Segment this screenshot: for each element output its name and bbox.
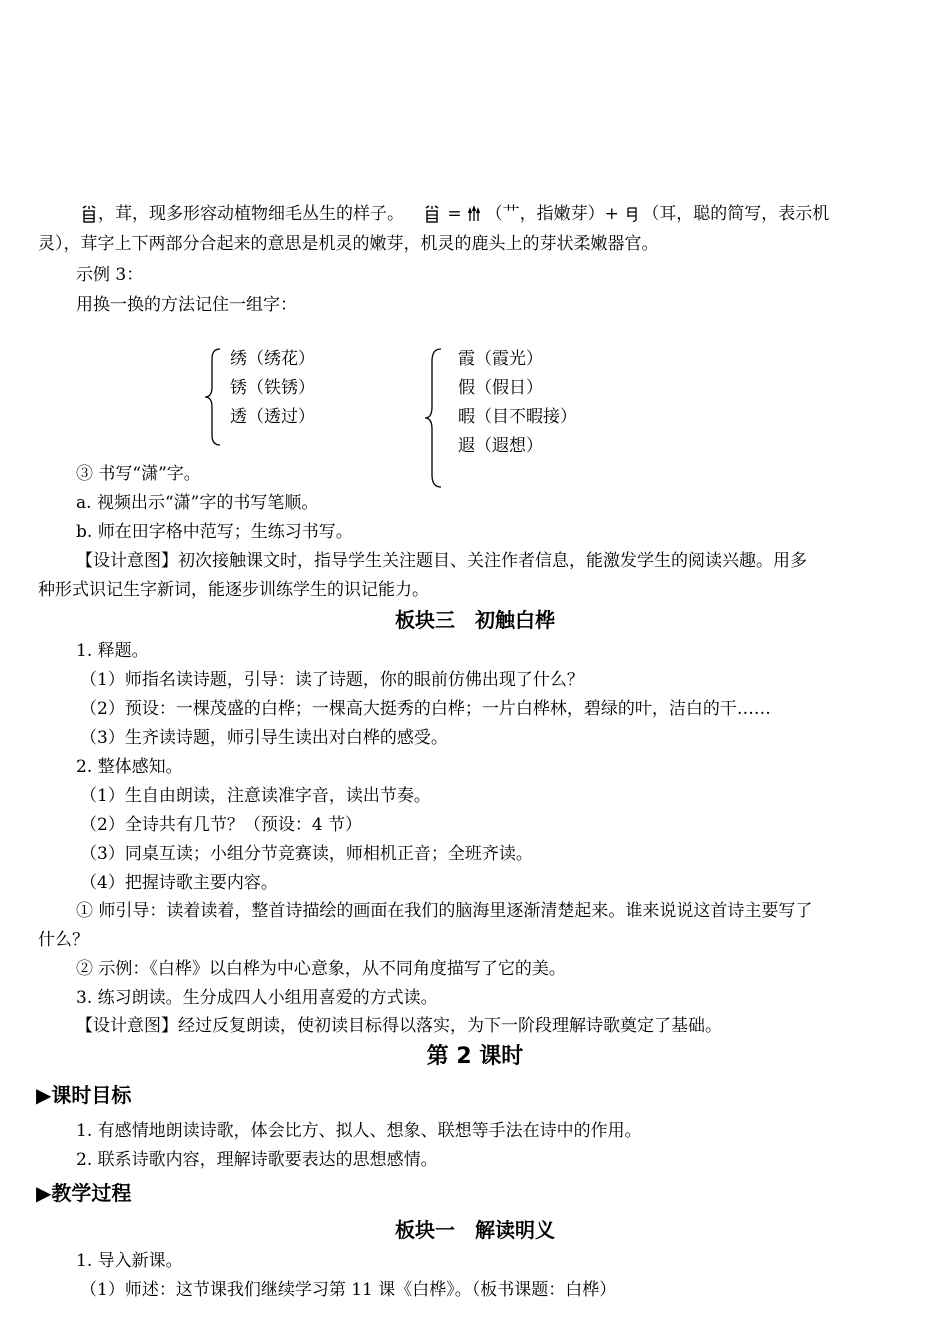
left-group-item: 透（透过）: [230, 407, 315, 427]
design-intent-1-line-2: 种形式识记生字新词，能逐步训练学生的识记能力。: [38, 580, 429, 600]
right-group-item: 假（假日）: [458, 378, 543, 398]
goal-2: 2. 联系诗歌内容，理解诗歌要表达的思想感情。: [76, 1150, 438, 1170]
step-2-2: （2）全诗共有几节？（预设：4 节）: [80, 815, 363, 835]
example-3-label: 示例 3：: [76, 265, 144, 285]
section-1-title: 板块一 解读明义: [395, 1218, 555, 1242]
right-group-item: 暇（目不暇接）: [458, 407, 577, 427]
ancient-rong-glyph-2-icon: [423, 205, 441, 225]
process-step-1: 1. 导入新课。: [76, 1251, 183, 1271]
etymology-line-1: [80, 203, 829, 225]
section-3-title: 板块三 初触白桦: [395, 608, 555, 632]
etymology-line-2: 灵），茸字上下两部分合起来的意思是机灵的嫩芽，机灵的鹿头上的芽状柔嫩器官。: [38, 234, 659, 254]
lesson-2-title: 第 2 课时: [426, 1044, 524, 1069]
step-1-2: （2）预设：一棵茂盛的白桦；一棵高大挺秀的白桦；一片白桦林，碧绿的叶，洁白的干……: [80, 699, 771, 719]
step-2-4a-line-1: ① 师引导：读着读着，整首诗描绘的画面在我们的脑海里逐渐清楚起来。谁来说说这首诗主要写了: [76, 901, 813, 921]
equals-sign: =: [447, 204, 462, 224]
process-heading: ▶教学过程: [36, 1181, 132, 1205]
etymology-text-b: （艹，指嫩芽）+: [485, 204, 619, 224]
step-2-4a-line-2: 什么？: [38, 930, 89, 950]
step-3: 3. 练习朗读。生分成四人小组用喜爱的方式读。: [76, 988, 438, 1008]
write-title: ③ 书写“潇”字。: [76, 464, 201, 484]
left-group-item: 绣（绣花）: [230, 349, 315, 369]
step-1: 1. 释题。: [76, 641, 149, 661]
step-2-4: （4）把握诗歌主要内容。: [80, 873, 278, 893]
ancient-grass-glyph-icon: [468, 205, 486, 225]
left-curly-brace-icon: [202, 347, 222, 447]
step-2-4b: ② 示例：《白桦》以白桦为中心意象，从不同角度描写了它的美。: [76, 959, 566, 979]
design-intent-2: 【设计意图】经过反复朗读，使初读目标得以落实，为下一阶段理解诗歌奠定了基础。: [76, 1016, 722, 1036]
goal-1: 1. 有感情地朗读诗歌，体会比方、拟人、想象、联想等手法在诗中的作用。: [76, 1121, 642, 1141]
etymology-text-c: （耳，聪的简写，表示机: [642, 204, 830, 224]
write-step-a: a. 视频出示“潇”字的书写笔顺。: [76, 493, 319, 513]
step-2-1: （1）生自由朗读，注意读准字音，读出节奏。: [80, 786, 431, 806]
step-2: 2. 整体感知。: [76, 757, 183, 777]
right-group-item: 霞（霞光）: [458, 349, 543, 369]
method-line: 用换一换的方法记住一组字：: [76, 295, 297, 315]
step-1-3: （3）生齐读诗题，师引导生读出对白桦的感受。: [80, 728, 448, 748]
left-group-item: 锈（铁锈）: [230, 378, 315, 398]
ancient-rong-glyph-icon: [80, 205, 98, 225]
ancient-ear-glyph-icon: [624, 205, 642, 225]
etymology-text-a: ，茸，现多形容动植物细毛丛生的样子。: [98, 204, 404, 224]
step-1-1: （1）师指名读诗题，引导：读了诗题，你的眼前仿佛出现了什么？: [80, 670, 584, 690]
step-2-3: （3）同桌互读；小组分节竞赛读，师相机正音；全班齐读。: [80, 844, 533, 864]
goals-heading: ▶课时目标: [36, 1083, 132, 1107]
process-step-1-1: （1）师述：这节课我们继续学习第 11 课《白桦》。（板书课题：白桦）: [80, 1280, 617, 1300]
design-intent-1-line-1: 【设计意图】初次接触课文时，指导学生关注题目、关注作者信息，能激发学生的阅读兴趣。用多: [76, 551, 807, 571]
write-step-b: b. 师在田字格中范写；生练习书写。: [76, 522, 353, 542]
right-group-item: 遐（遐想）: [458, 436, 543, 456]
right-curly-brace-icon: [423, 347, 443, 489]
